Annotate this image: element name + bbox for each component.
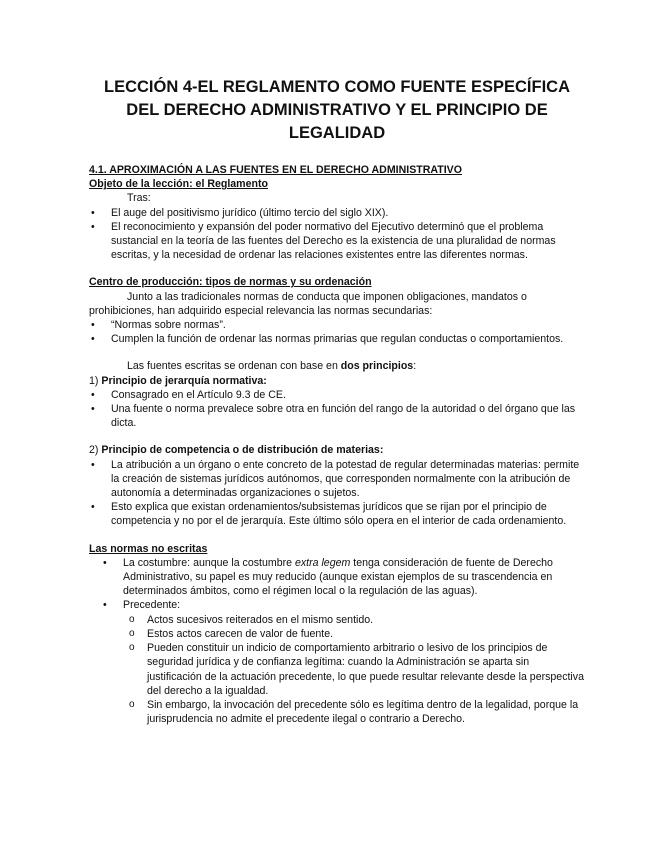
list-item: • La atribución a un órgano o ente concreto de la potestad de regular determinadas materias: permite la creación de sistemas jurídicos autónomos, que corresponden normalmente con la atribución de autonomía a determinadas organizaciones o sujetos. <box>89 458 585 501</box>
costumbre-text: La costumbre: aunque la costumbre <box>123 556 295 569</box>
principle-1-title: Principio de jerarquía normativa: <box>101 374 267 387</box>
list-item <box>95 556 585 599</box>
principios-intro <box>89 359 585 373</box>
sublist-item: o Actos sucesivos reiterados en el mismo sentido. <box>89 613 585 627</box>
centro-bullet-list <box>89 318 585 346</box>
intro-text: Las fuentes escritas se ordenan con base en <box>127 360 341 373</box>
list-item: • Precedente: <box>95 598 585 612</box>
page-title: LECCIÓN 4-EL REGLAMENTO COMO FUENTE ESPECÍFICA DEL DERECHO ADMINISTRATIVO Y EL PRINCIPIO DE LEGALIDAD <box>103 78 570 142</box>
precedent-sublist <box>89 613 585 727</box>
unwritten-norms-heading: Las normas no escritas <box>89 542 208 555</box>
list-item: • Esto explica que existan ordenamientos/subsistemas jurídicos que se rijan por el principio de competencia y no por el de jerarquía. Este último sólo opera en el interior de cada ordenamiento. <box>89 500 585 528</box>
principle-2-number: 2) <box>89 444 102 457</box>
list-item: • El auge del positivismo jurídico (último tercio del siglo XIX). <box>89 206 585 220</box>
principle-2-heading <box>89 443 585 457</box>
sublist-item: o Estos actos carecen de valor de fuente. <box>89 627 585 641</box>
list-item: • El reconocimiento y expansión del poder normativo del Ejecutivo determinó que el problema sustancial en la teoría de las fuentes del Derecho es la existencia de una pluralidad de normas escritas, y la necesidad de ordenar las relaciones existentes entre las diferentes normas. <box>89 220 585 263</box>
tras-label: Tras: <box>127 192 151 205</box>
principle-2-title: Principio de competencia o de distribución de materias: <box>101 444 384 457</box>
centro-paragraph: Junto a las tradicionales normas de conducta que imponen obligaciones, mandatos o prohibiciones, han adquirido especial relevancia las normas secundarias: <box>89 290 527 317</box>
list-item: • “Normas sobre normas”. <box>89 318 585 332</box>
list-item: • Consagrado en el Artículo 9.3 de CE. <box>89 388 585 402</box>
list-item: • Una fuente o norma prevalece sobre otra en función del rango de la autoridad o del órgano que las dicta. <box>89 402 585 430</box>
section-heading: 4.1. APROXIMACIÓN A LAS FUENTES EN EL DERECHO ADMINISTRATIVO <box>89 164 462 176</box>
principle-1-number: 1) <box>89 374 102 387</box>
unwritten-norms-list <box>89 556 585 613</box>
principle-2-list <box>89 458 585 529</box>
sublist-item: o Pueden constituir un indicio de comportamiento arbitrario o lesivo de los principios de seguridad jurídica y de confianza legítima: cuando la Administración se aparta sin justificación de la actuación precedente, lo que puede resultar relevante desde la perspectiva del derecho a la igualdad. <box>89 641 585 698</box>
list-item: • Cumplen la función de ordenar las normas primarias que regulan conductas o comportamientos. <box>89 332 585 346</box>
costumbre-text-end: tenga consideración de fuente de Derecho Administrativo, su papel es muy reducido (aunque existan ejemplos de su trascendencia en determinados ámbitos, como el régimen local o la regulación de las aguas). <box>123 556 553 598</box>
lesson-object-heading: Objeto de la lección: el Reglamento <box>89 178 268 191</box>
costumbre-italic: extra legem <box>294 556 351 569</box>
intro-bold: dos principios <box>340 360 414 373</box>
principle-1-list <box>89 388 585 431</box>
tras-bullet-list <box>89 206 585 263</box>
intro-colon: : <box>413 360 417 373</box>
document-body <box>89 163 585 726</box>
sublist-item: o Sin embargo, la invocación del precedente sólo es legítima dentro de la legalidad, porque la jurisprudencia no admite el precedente ilegal o contrario a Derecho. <box>89 698 585 726</box>
principle-1-heading <box>89 374 585 388</box>
centro-heading: Centro de producción: tipos de normas y su ordenación <box>89 276 372 289</box>
